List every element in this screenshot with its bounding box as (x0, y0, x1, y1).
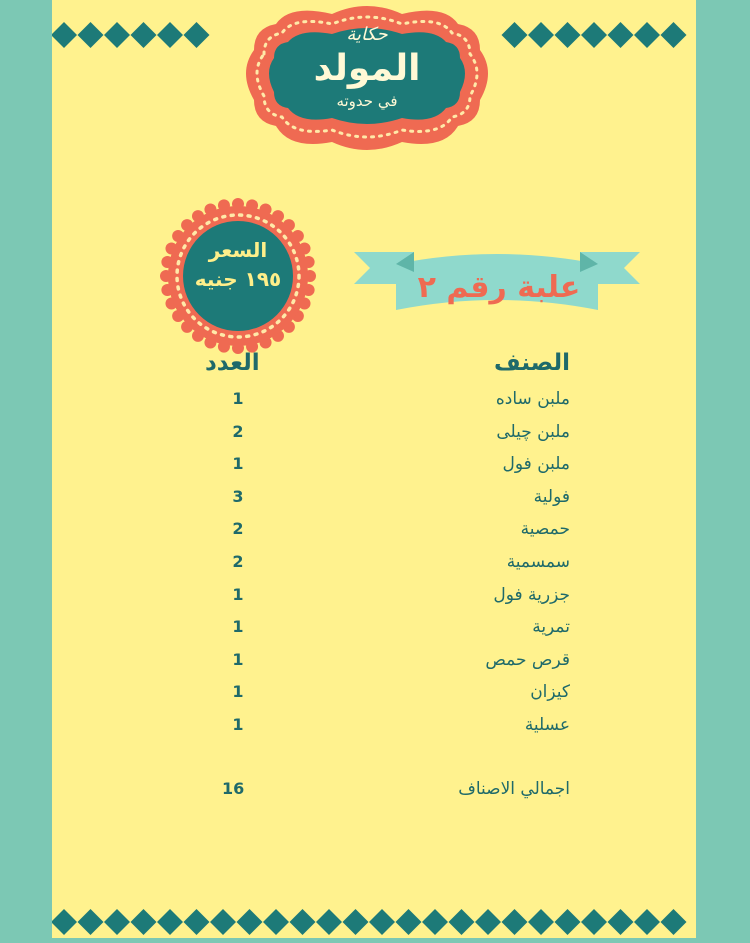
diamond-ornament (316, 909, 342, 935)
diamond-ornament (528, 22, 554, 48)
list-item (200, 612, 570, 645)
diamond-ornament (369, 909, 395, 935)
list-item (200, 514, 570, 547)
total-count: 16 (222, 779, 245, 798)
diamond-ornament (581, 909, 607, 935)
diamond-ornament (634, 909, 660, 935)
diamond-ornament (555, 22, 581, 48)
price-value: ١٩٥ جنيه (194, 267, 282, 291)
diamond-ornament (104, 909, 130, 935)
header-count: العدد (205, 350, 260, 376)
diamond-ornament (396, 909, 422, 935)
item-count: 1 (232, 389, 244, 408)
diamond-ornament (78, 22, 104, 48)
diamond-ornament (502, 22, 528, 48)
diamond-ornament (263, 909, 289, 935)
list-item (200, 449, 570, 482)
diamond-ornament (104, 22, 130, 48)
diamond-ornament (608, 22, 634, 48)
diamond-ornament (343, 909, 369, 935)
diamond-ornament (475, 909, 501, 935)
item-count: 2 (232, 519, 244, 539)
diamond-ornament (608, 909, 634, 935)
item-count: 2 (232, 421, 244, 441)
item-name: ملبن فول (502, 454, 570, 475)
item-name: قرص حمص (485, 649, 570, 670)
logo-line-3: في حدوته (336, 92, 398, 110)
diamond-ornament (237, 909, 263, 935)
item-count: 1 (232, 649, 244, 669)
item-count: 3 (232, 486, 244, 506)
diamond-ornament (52, 22, 77, 48)
list-item (200, 580, 570, 613)
logo-line-2: المولد (313, 48, 421, 89)
diamond-ornament (555, 909, 581, 935)
diamond-ornament (422, 909, 448, 935)
diamond-ornament (184, 22, 210, 48)
item-name: فولية (533, 486, 570, 507)
header-item: الصنف (494, 350, 570, 376)
list-item (200, 482, 570, 515)
item-count: 1 (232, 617, 244, 637)
diamond-ornament (634, 22, 660, 48)
diamond-ornament (157, 22, 183, 48)
item-count: 1 (232, 682, 244, 702)
total-row (200, 774, 570, 806)
diamond-ornament (184, 909, 210, 935)
list-item (200, 645, 570, 678)
diamond-ornament (52, 909, 77, 935)
diamond-ornament (661, 22, 687, 48)
diamond-ornament (131, 909, 157, 935)
diamond-ornament (528, 909, 554, 935)
price-label: السعر (208, 238, 268, 262)
item-name: جزرية فول (493, 584, 570, 605)
diamond-ornament (78, 909, 104, 935)
diamond-ornament (581, 22, 607, 48)
item-name: ملبن ساده (495, 389, 570, 409)
item-count: 1 (232, 584, 244, 604)
item-count: 1 (232, 454, 244, 474)
box-title: علبة رقم ٢ (417, 270, 581, 305)
item-name: عسلية (524, 714, 570, 735)
item-name: حمصية (520, 519, 570, 540)
list-item (200, 384, 570, 417)
price-badge-text (160, 236, 316, 294)
item-count: 2 (232, 551, 244, 571)
logo-line-1: حكاية (346, 24, 388, 45)
list-item (200, 417, 570, 450)
diamond-ornament (157, 909, 183, 935)
diamond-ornament (290, 909, 316, 935)
list-item (200, 547, 570, 580)
item-count: 1 (232, 714, 244, 734)
diamond-ornament (502, 909, 528, 935)
diamond-ornament (210, 909, 236, 935)
item-name: ملبن چيلى (496, 421, 570, 442)
item-name: كيزان (530, 682, 570, 703)
bottom-diamond-border (52, 903, 696, 943)
list-item (200, 677, 570, 710)
items-list (200, 384, 570, 743)
diamond-ornament (661, 909, 687, 935)
total-label: اجمالي الاصناف (458, 779, 570, 799)
list-item (200, 710, 570, 743)
diamond-ornament (131, 22, 157, 48)
diamond-ornament (449, 909, 475, 935)
item-name: سمسمية (506, 551, 570, 572)
item-name: تمرية (532, 617, 570, 638)
